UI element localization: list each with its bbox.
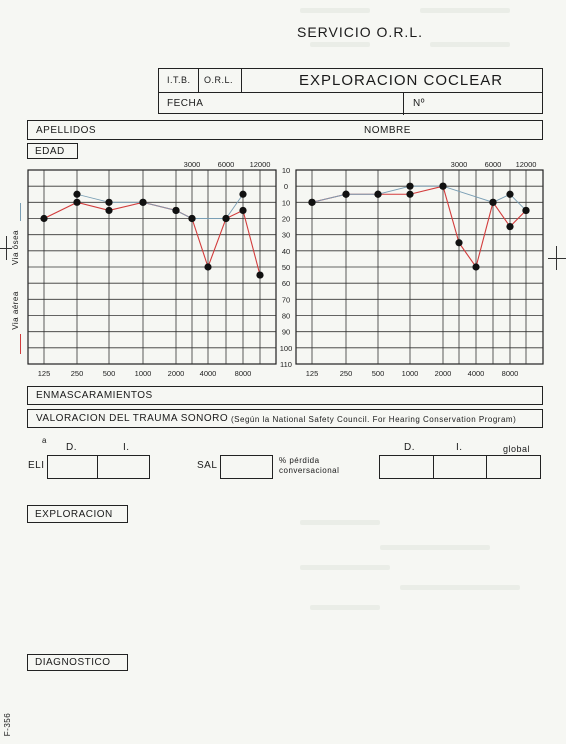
diagnostico-header [27,654,128,671]
x-bottom-tick-label: 4000 [467,369,485,378]
x-bottom-tick-label: 500 [102,369,116,378]
via-aerea-point [506,223,513,230]
apellidos-row[interactable] [27,120,543,140]
via-osea-point [172,207,179,214]
valoracion-label: VALORACION DEL TRAUMA SONORO [36,413,229,424]
y-tick-label: 110 [280,360,292,369]
a-mark: a [42,436,47,445]
itb-label: I.T.B. [167,75,191,85]
x-top-tick-label: 12000 [515,160,537,169]
valoracion-row[interactable] [27,409,543,428]
x-top-tick-label: 12000 [249,160,271,169]
right-d-label: D. [404,442,415,453]
via-osea-point [222,215,229,222]
y-tick-label: 30 [281,230,291,240]
x-bottom-tick-label: 8000 [501,369,519,378]
via-aerea-point [239,207,246,214]
via-osea-point [489,199,496,206]
service-title: SERVICIO O.R.L. [297,24,423,40]
y-tick-label: 0 [283,182,289,192]
via-osea-point [105,199,112,206]
via-aerea-point [73,199,80,206]
x-bottom-tick-label: 125 [37,369,51,378]
form-title: EXPLORACION COCLEAR [299,72,504,89]
diagnostico-label: DIAGNOSTICO [35,657,111,668]
perdida-label: % pérdida conversacional [279,456,340,475]
audiograms [0,158,566,378]
via-osea-point [188,215,195,222]
orl-label: O.R.L. [204,75,234,85]
x-top-tick-label: 3000 [450,160,468,169]
y-tick-label: 20 [281,214,291,224]
x-top-tick-label: 3000 [183,160,201,169]
audiogram-right-panel [296,160,543,378]
via-osea-line [77,194,243,218]
via-aerea-label: Via aérea [10,291,20,330]
exploracion-header [27,505,128,523]
via-osea-point [342,191,349,198]
via-osea-label: Via ósea [11,230,20,265]
x-bottom-tick-label: 2000 [434,369,452,378]
x-bottom-tick-label: 500 [371,369,385,378]
valoracion-result-boxes[interactable] [379,455,541,479]
x-bottom-tick-label: 1000 [134,369,152,378]
via-osea-point [139,199,146,206]
via-osea-point [374,191,381,198]
via-aerea-point [455,239,462,246]
eli-boxes[interactable] [47,455,150,479]
sal-label: SAL [197,460,218,471]
via-aerea-point [256,271,263,278]
apellidos-label: APELLIDOS [36,125,97,136]
via-aerea-point [204,263,211,270]
via-osea-point [406,183,413,190]
eli-i-label: I. [123,442,130,453]
x-bottom-tick-label: 1000 [401,369,419,378]
via-aerea-line [312,186,526,267]
y-tick-label: 40 [281,246,291,256]
edad-label: EDAD [35,146,65,157]
y-tick-label: 10 [281,198,291,208]
x-bottom-tick-label: 4000 [199,369,217,378]
y-tick-label: 100 [279,343,293,353]
numero-label: Nº [413,98,425,109]
nombre-label: NOMBRE [364,125,411,136]
form-code: F-356 [3,712,13,737]
y-tick-label: 60 [281,279,291,289]
y-tick-label: 70 [281,295,291,305]
x-bottom-tick-label: 250 [339,369,353,378]
via-osea-line [312,186,526,210]
exploracion-label: EXPLORACION [35,509,113,520]
via-osea-point [73,191,80,198]
via-osea-legend [11,203,26,273]
x-top-tick-label: 6000 [484,160,502,169]
x-top-tick-label: 6000 [217,160,235,169]
via-aerea-point [406,191,413,198]
y-tick-label: 80 [281,311,291,321]
y-tick-label: 10 [281,166,291,175]
y-tick-label: 50 [281,263,291,272]
x-bottom-tick-label: 8000 [234,369,252,378]
x-bottom-tick-label: 250 [70,369,84,378]
via-aerea-point [105,207,112,214]
fecha-label: FECHA [167,98,204,109]
via-osea-point [308,199,315,206]
valoracion-note: (Según la National Safety Council. For Hearing Conservation Program) [231,415,517,424]
via-osea-point [522,207,529,214]
x-bottom-tick-label: 125 [305,369,319,378]
via-osea-point [506,191,513,198]
enmascaramientos-row[interactable] [27,386,543,405]
via-osea-point [439,183,446,190]
edad-field[interactable] [27,143,78,159]
via-aerea-legend [10,290,26,360]
via-aerea-line [44,202,260,275]
audiogram-left-panel [28,160,292,378]
eli-label: ELI [28,460,45,471]
via-aerea-point [472,263,479,270]
global-label: global [503,444,531,454]
via-aerea-point [40,215,47,222]
eli-d-label: D. [66,442,77,453]
x-bottom-tick-label: 2000 [167,369,185,378]
right-i-label: I. [456,442,463,453]
header-box [158,68,543,114]
enmascaramientos-label: ENMASCARAMIENTOS [36,390,153,401]
sal-box[interactable] [220,455,273,479]
y-tick-label: 90 [281,327,291,337]
via-osea-point [239,191,246,198]
